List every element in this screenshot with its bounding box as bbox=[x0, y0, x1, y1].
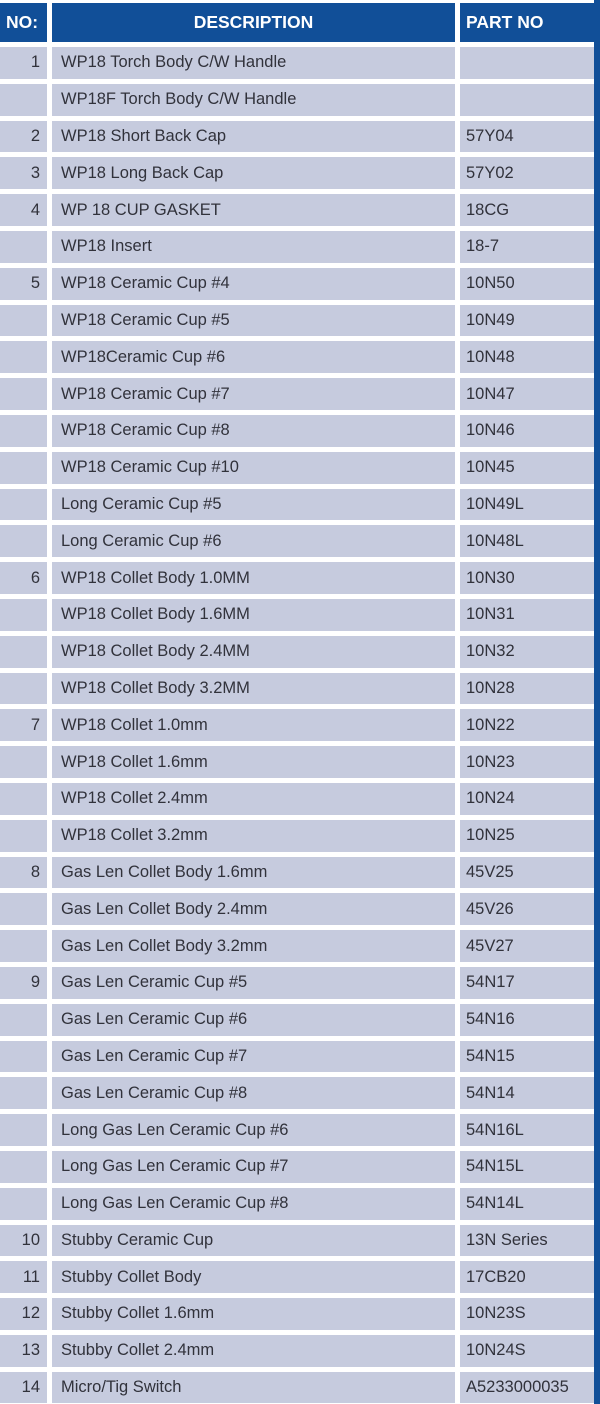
no-cell bbox=[0, 305, 47, 337]
table-row bbox=[0, 783, 600, 815]
part-no-cell: 10N45 bbox=[460, 452, 594, 484]
no-cell: 13 bbox=[0, 1335, 47, 1367]
description-cell: WP18 Short Back Cap bbox=[52, 121, 455, 153]
no-cell bbox=[0, 1151, 47, 1183]
description-cell: WP18 Insert bbox=[52, 231, 455, 263]
description-cell: Long Gas Len Ceramic Cup #6 bbox=[52, 1114, 455, 1146]
no-cell: 9 bbox=[0, 967, 47, 999]
no-cell bbox=[0, 1077, 47, 1109]
description-cell: WP18 Ceramic Cup #5 bbox=[52, 305, 455, 337]
description-cell: Long Gas Len Ceramic Cup #7 bbox=[52, 1151, 455, 1183]
description-cell: Gas Len Ceramic Cup #7 bbox=[52, 1041, 455, 1073]
part-no-cell bbox=[460, 47, 594, 79]
no-cell: 8 bbox=[0, 857, 47, 889]
description-cell: Gas Len Ceramic Cup #6 bbox=[52, 1004, 455, 1036]
no-cell bbox=[0, 636, 47, 668]
table-row bbox=[0, 489, 600, 521]
no-cell: 1 bbox=[0, 47, 47, 79]
description-cell: WP18 Collet Body 3.2MM bbox=[52, 673, 455, 705]
no-cell bbox=[0, 893, 47, 925]
description-cell: Stubby Ceramic Cup bbox=[52, 1225, 455, 1257]
no-cell bbox=[0, 84, 47, 116]
part-no-cell: 10N49L bbox=[460, 489, 594, 521]
no-cell: 10 bbox=[0, 1225, 47, 1257]
table-row bbox=[0, 415, 600, 447]
description-cell: WP18 Ceramic Cup #10 bbox=[52, 452, 455, 484]
part-no-cell: 45V27 bbox=[460, 930, 594, 962]
no-cell bbox=[0, 1188, 47, 1220]
no-cell bbox=[0, 673, 47, 705]
part-no-cell: 10N28 bbox=[460, 673, 594, 705]
description-cell: Gas Len Ceramic Cup #8 bbox=[52, 1077, 455, 1109]
header-no: NO: bbox=[0, 3, 47, 42]
no-cell bbox=[0, 1004, 47, 1036]
description-cell: Long Gas Len Ceramic Cup #8 bbox=[52, 1188, 455, 1220]
part-no-cell: 18CG bbox=[460, 194, 594, 226]
no-cell bbox=[0, 415, 47, 447]
table-row bbox=[0, 47, 600, 79]
table-row bbox=[0, 452, 600, 484]
no-cell: 3 bbox=[0, 157, 47, 189]
part-no-cell: 10N49 bbox=[460, 305, 594, 337]
table-row bbox=[0, 84, 600, 116]
table-row bbox=[0, 636, 600, 668]
no-cell bbox=[0, 231, 47, 263]
description-cell: WP18 Ceramic Cup #7 bbox=[52, 378, 455, 410]
no-cell: 6 bbox=[0, 562, 47, 594]
part-no-cell: 10N47 bbox=[460, 378, 594, 410]
description-cell: Stubby Collet 2.4mm bbox=[52, 1335, 455, 1367]
part-no-cell: 10N22 bbox=[460, 709, 594, 741]
no-cell bbox=[0, 746, 47, 778]
no-cell: 11 bbox=[0, 1261, 47, 1293]
table-row bbox=[0, 857, 600, 889]
part-no-cell: 45V26 bbox=[460, 893, 594, 925]
description-cell: Gas Len Collet Body 2.4mm bbox=[52, 893, 455, 925]
description-cell: Long Ceramic Cup #5 bbox=[52, 489, 455, 521]
no-cell bbox=[0, 378, 47, 410]
part-no-cell: 10N32 bbox=[460, 636, 594, 668]
no-cell: 2 bbox=[0, 121, 47, 153]
description-cell: WP18 Collet 1.0mm bbox=[52, 709, 455, 741]
table-row bbox=[0, 893, 600, 925]
description-cell: WP18 Collet Body 1.6MM bbox=[52, 599, 455, 631]
description-cell: Stubby Collet 1.6mm bbox=[52, 1298, 455, 1330]
description-cell: Gas Len Ceramic Cup #5 bbox=[52, 967, 455, 999]
part-no-cell: 57Y02 bbox=[460, 157, 594, 189]
no-cell: 7 bbox=[0, 709, 47, 741]
table-right-border bbox=[594, 0, 600, 1404]
no-cell: 12 bbox=[0, 1298, 47, 1330]
description-cell: WP18 Collet 1.6mm bbox=[52, 746, 455, 778]
no-cell bbox=[0, 341, 47, 373]
table-row bbox=[0, 746, 600, 778]
part-no-cell: A5233000035 bbox=[460, 1372, 594, 1404]
description-cell: WP18 Ceramic Cup #4 bbox=[52, 268, 455, 300]
description-cell: WP18 Ceramic Cup #8 bbox=[52, 415, 455, 447]
no-cell bbox=[0, 783, 47, 815]
table-row bbox=[0, 1225, 600, 1257]
description-cell: Stubby Collet Body bbox=[52, 1261, 455, 1293]
part-no-cell: 54N14 bbox=[460, 1077, 594, 1109]
description-cell: Long Ceramic Cup #6 bbox=[52, 525, 455, 557]
part-no-cell: 13N Series bbox=[460, 1225, 594, 1257]
part-no-cell: 54N15L bbox=[460, 1151, 594, 1183]
part-no-cell: 10N48 bbox=[460, 341, 594, 373]
no-cell bbox=[0, 599, 47, 631]
table-row bbox=[0, 525, 600, 557]
part-no-cell: 10N23 bbox=[460, 746, 594, 778]
part-no-cell: 10N31 bbox=[460, 599, 594, 631]
no-cell bbox=[0, 930, 47, 962]
part-no-cell: 54N17 bbox=[460, 967, 594, 999]
header-description: DESCRIPTION bbox=[52, 3, 455, 42]
part-no-cell: 10N48L bbox=[460, 525, 594, 557]
table-row bbox=[0, 1041, 600, 1073]
part-no-cell: 10N23S bbox=[460, 1298, 594, 1330]
description-cell: WP18 Collet Body 1.0MM bbox=[52, 562, 455, 594]
description-cell: WP18F Torch Body C/W Handle bbox=[52, 84, 455, 116]
header-part-no: PART NO bbox=[460, 3, 594, 42]
table-row bbox=[0, 820, 600, 852]
table-row bbox=[0, 231, 600, 263]
part-no-cell: 45V25 bbox=[460, 857, 594, 889]
no-cell bbox=[0, 820, 47, 852]
part-no-cell: 10N25 bbox=[460, 820, 594, 852]
table-row bbox=[0, 1151, 600, 1183]
part-no-cell: 57Y04 bbox=[460, 121, 594, 153]
part-no-cell: 54N16 bbox=[460, 1004, 594, 1036]
part-no-cell: 10N46 bbox=[460, 415, 594, 447]
no-cell bbox=[0, 525, 47, 557]
table-row bbox=[0, 1114, 600, 1146]
description-cell: WP18 Long Back Cap bbox=[52, 157, 455, 189]
table-row bbox=[0, 673, 600, 705]
table-row bbox=[0, 157, 600, 189]
table-row bbox=[0, 930, 600, 962]
part-no-cell: 54N16L bbox=[460, 1114, 594, 1146]
part-no-cell: 54N14L bbox=[460, 1188, 594, 1220]
description-cell: Micro/Tig Switch bbox=[52, 1372, 455, 1404]
part-no-cell: 18-7 bbox=[460, 231, 594, 263]
description-cell: WP18 Collet 2.4mm bbox=[52, 783, 455, 815]
no-cell bbox=[0, 489, 47, 521]
table-row bbox=[0, 1298, 600, 1330]
description-cell: WP 18 CUP GASKET bbox=[52, 194, 455, 226]
part-no-cell: 17CB20 bbox=[460, 1261, 594, 1293]
part-no-cell: 10N30 bbox=[460, 562, 594, 594]
description-cell: WP18 Collet Body 2.4MM bbox=[52, 636, 455, 668]
description-cell: WP18Ceramic Cup #6 bbox=[52, 341, 455, 373]
table-row bbox=[0, 1261, 600, 1293]
table-body bbox=[0, 47, 600, 1403]
part-no-cell: 10N50 bbox=[460, 268, 594, 300]
table-row bbox=[0, 599, 600, 631]
table-row bbox=[0, 1077, 600, 1109]
part-no-cell: 10N24 bbox=[460, 783, 594, 815]
description-cell: Gas Len Collet Body 3.2mm bbox=[52, 930, 455, 962]
part-no-cell: 10N24S bbox=[460, 1335, 594, 1367]
table-row bbox=[0, 1372, 600, 1404]
no-cell: 4 bbox=[0, 194, 47, 226]
table-row bbox=[0, 967, 600, 999]
table-row bbox=[0, 1188, 600, 1220]
table-row bbox=[0, 268, 600, 300]
table-row bbox=[0, 305, 600, 337]
table-row bbox=[0, 1004, 600, 1036]
part-no-cell bbox=[460, 84, 594, 116]
no-cell bbox=[0, 452, 47, 484]
no-cell: 5 bbox=[0, 268, 47, 300]
table-header-row bbox=[0, 3, 600, 42]
table-row bbox=[0, 562, 600, 594]
no-cell: 14 bbox=[0, 1372, 47, 1404]
description-cell: WP18 Collet 3.2mm bbox=[52, 820, 455, 852]
part-no-cell: 54N15 bbox=[460, 1041, 594, 1073]
table-row bbox=[0, 709, 600, 741]
description-cell: WP18 Torch Body C/W Handle bbox=[52, 47, 455, 79]
table-row bbox=[0, 1335, 600, 1367]
table-row bbox=[0, 121, 600, 153]
no-cell bbox=[0, 1114, 47, 1146]
table-row bbox=[0, 341, 600, 373]
description-cell: Gas Len Collet Body 1.6mm bbox=[52, 857, 455, 889]
table-row bbox=[0, 194, 600, 226]
table-row bbox=[0, 378, 600, 410]
no-cell bbox=[0, 1041, 47, 1073]
